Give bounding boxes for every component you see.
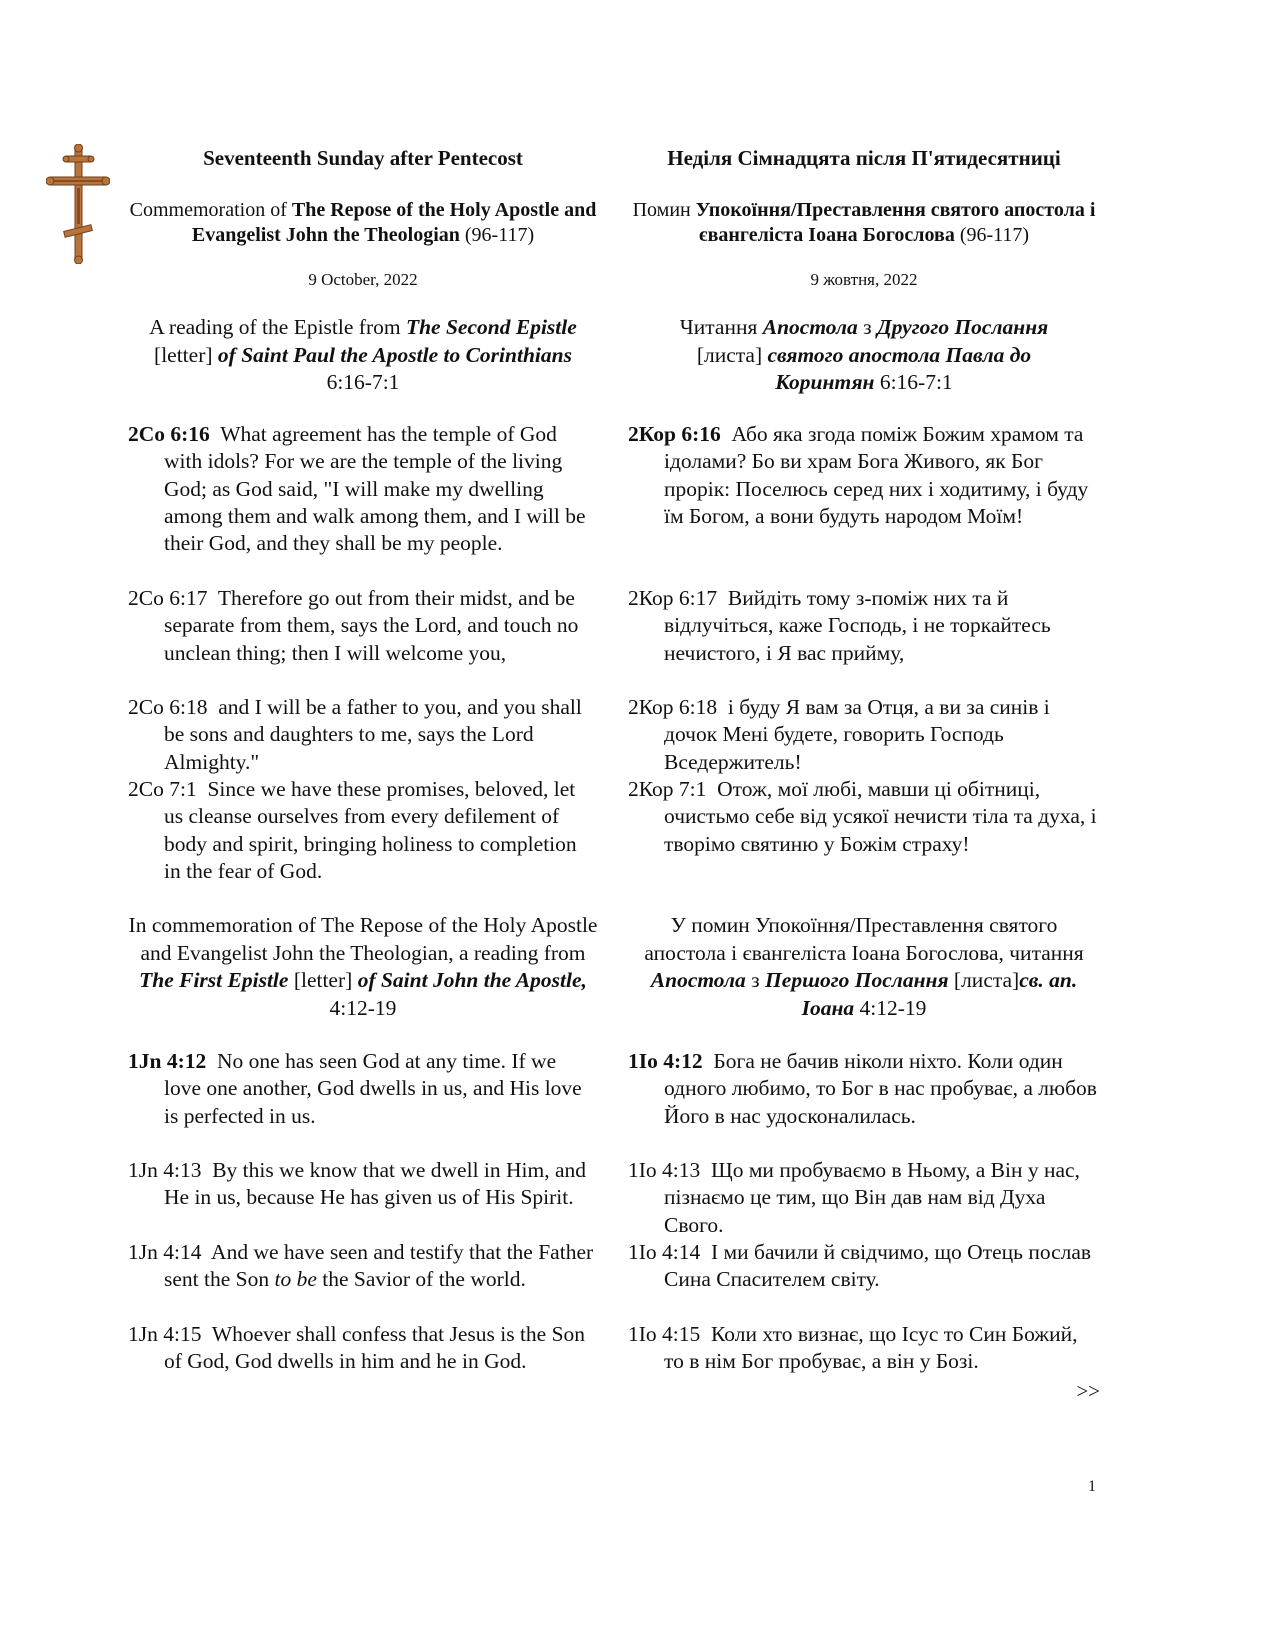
english-column xyxy=(128,0,598,1650)
reading-heading: У помин Упокоїння/Преставлення святого апостола і євангеліста Іоана Богослова, читання Апостола з Першого Послання [листа]св. ап. Іоана 4:12-19 xyxy=(644,913,1084,1020)
verse: 1Іо 4:15 Коли хто визнає, що Ісус то Син Божий, то в нім Бог пробуває, а він у Бозі. xyxy=(628,1322,1078,1374)
reading-heading: Читання Апостола з Другого Послання [листа] святого апостола Павла до Коринтян 6:16-7:1 xyxy=(679,315,1049,394)
verse: 2Co 6:17 Therefore go out from their midst, and be separate from them, says the Lord, and touch no unclean thing; then I will welcome you, xyxy=(128,586,579,665)
reading-heading: A reading of the Epistle from The Second Epistle [letter] of Saint Paul the Apostle to Corinthians 6:16-7:1 xyxy=(149,315,577,394)
verse: 1Іо 4:14 І ми бачили й свідчимо, що Отець послав Сина Спасителем світу. xyxy=(628,1240,1092,1292)
verse: 1Jn 4:15 Whoever shall confess that Jesus is the Son of God, God dwells in him and he in God. xyxy=(128,1322,586,1374)
verse: 1Іо 4:12 Бога не бачив ніколи ніхто. Коли один одного любимо, то Бог в нас пробуває, а любов Його в нас удосконалилась. xyxy=(628,1049,1097,1128)
ukrainian-column xyxy=(628,0,1100,1650)
orthodox-cross-icon xyxy=(46,144,110,264)
verse: 2Co 7:1 Since we have these promises, beloved, let us cleanse ourselves from every defilement of body and spirit, bringing holiness to completion in the fear of God. xyxy=(128,777,577,883)
reading-heading: In commemoration of The Repose of the Holy Apostle and Evangelist John the Theologian, a reading from The First Epistle [letter] of Saint John the Apostle, 4:12-19 xyxy=(128,913,598,1020)
date: 9 October, 2022 xyxy=(308,270,418,289)
verse: 2Кор 7:1 Отож, мої любі, мавши ці обітниці, очистьмо себе від усякої нечисти тіла та духа, і творімо святиню у Божім страху! xyxy=(628,777,1097,856)
verse: 2Co 6:18 and I will be a father to you, and you shall be sons and daughters to me, says the Lord Almighty." xyxy=(128,695,582,774)
verse: 1Jn 4:14 And we have seen and testify that the Father sent the Son to be the Savior of the world. xyxy=(128,1240,594,1292)
commemoration: Commemoration of The Repose of the Holy Apostle and Evangelist John the Theologian (96-117) xyxy=(129,199,597,246)
verse: 2Кор 6:18 і буду Я вам за Отця, а ви за синів і дочок Мені будете, говорить Господь Вседержитель! xyxy=(628,695,1050,774)
verse: 1Jn 4:13 By this we know that we dwell in Him, and He in us, because He has given us of His Spirit. xyxy=(128,1158,587,1210)
continued-marker: >> xyxy=(1076,1379,1100,1403)
verse: 1Іо 4:13 Що ми пробуваємо в Ньому, а Він у нас, пізнаємо це тим, що Він дав нам від Духа Свого. xyxy=(628,1158,1080,1237)
page-title: Seventeenth Sunday after Pentecost xyxy=(203,146,523,170)
commemoration: Помин Упокоїння/Преставлення святого апостола і євангеліста Іоана Богослова (96-117) xyxy=(632,199,1096,246)
page-title: Неділя Сімнадцята після П'ятидесятниці xyxy=(667,146,1061,170)
verse: 2Кор 6:17 Вийдіть тому з-поміж них та й відлучіться, каже Господь, і не торкайтесь нечистого, і Я вас прийму, xyxy=(628,586,1051,665)
date: 9 жовтня, 2022 xyxy=(810,270,918,289)
verse: 2Co 6:16 What agreement has the temple of God with idols? For we are the temple of the living God; as God said, "I will make my dwelling among them and walk among them, and I will be their God, and they shall be my people. xyxy=(128,422,586,556)
verse: 2Кор 6:16 Або яка згода поміж Божим храмом та ідолами? Бо ви храм Бога Живого, як Бог прорік: Поселюсь серед них і ходитиму, і буду їм Богом, а вони будуть народом Моїм! xyxy=(628,422,1089,528)
page-number: 1 xyxy=(1088,1478,1096,1495)
verse: 1Jn 4:12 No one has seen God at any time. If we love one another, God dwells in us, and His love is perfected in us. xyxy=(128,1049,582,1128)
